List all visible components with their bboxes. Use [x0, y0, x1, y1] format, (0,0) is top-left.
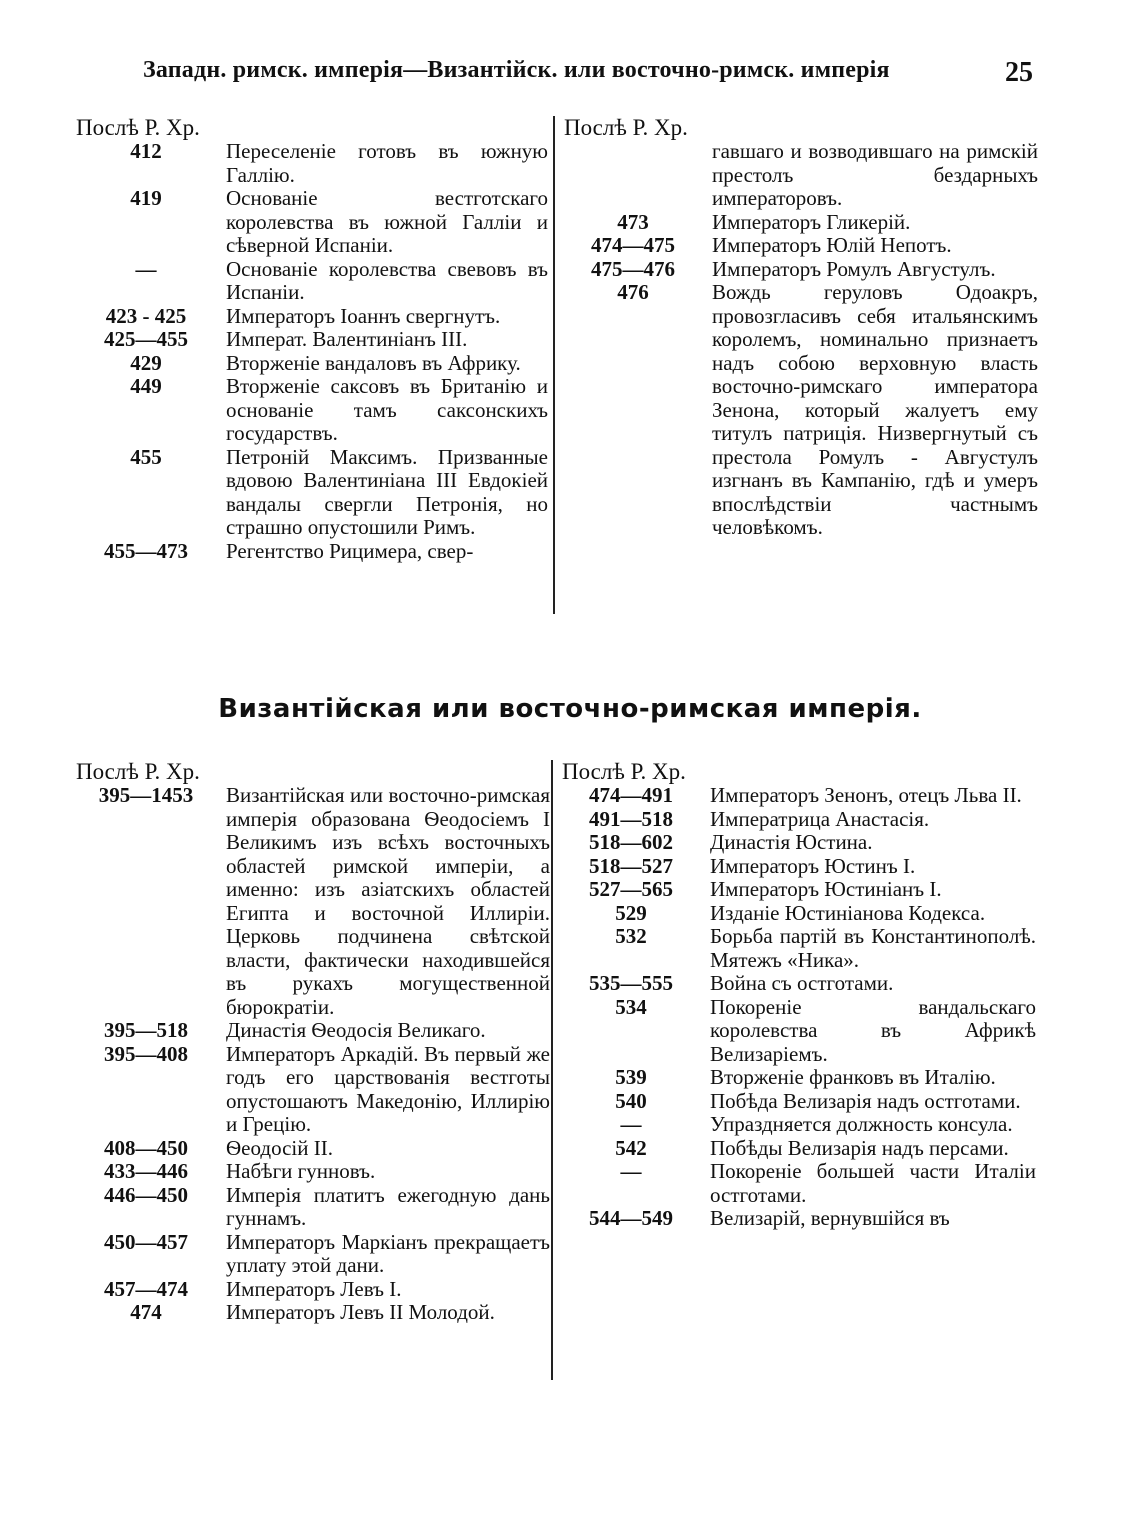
chronology-entry: [76, 446, 548, 540]
chronology-entry: [76, 352, 548, 376]
entry-year: 455: [130, 444, 162, 469]
chronology-entry: [562, 831, 1036, 855]
entry-year: 539: [615, 1065, 647, 1089]
entry-year: 395—408: [104, 1041, 188, 1066]
chronology-entry: [562, 902, 1036, 926]
entry-year: 419: [130, 186, 162, 210]
chronology-entry: [562, 1090, 1036, 1114]
chronology-entry: [76, 328, 548, 352]
entry-text: Имперія платитъ ежегодную дань гуннамъ.: [226, 1182, 550, 1230]
chronology-entry: [76, 540, 548, 564]
entry-text: Императоръ Ромулъ Августулъ.: [712, 256, 996, 281]
entry-year: 395—518: [104, 1018, 188, 1042]
chronology-entry: [562, 1160, 1036, 1207]
entry-year: 423 - 425: [105, 303, 187, 328]
entry-year: 425—455: [104, 327, 188, 351]
entry-year: 412: [130, 139, 162, 163]
entry-year: 491—518: [589, 806, 673, 831]
entry-year: 474: [130, 1300, 162, 1324]
entry-text: Основаніе королевства свевовъ въ Испаніи.: [226, 256, 548, 304]
entry-year: —: [620, 1159, 642, 1183]
entry-year: [564, 140, 702, 211]
entry-text: Велизарій, вернувшійся въ: [710, 1206, 950, 1230]
chronology-entry: [76, 140, 548, 187]
entry-text: Императоръ Гликерій.: [712, 209, 911, 234]
entry-year: 518—602: [589, 830, 673, 854]
chronology-entry: [562, 996, 1036, 1067]
entry-year: 544—549: [589, 1206, 673, 1230]
entry-text: Императоръ Іоаннъ свергнутъ.: [226, 303, 501, 328]
chronology-entry: [564, 281, 1038, 540]
column-head: Послѣ Р. Хр.: [76, 115, 200, 140]
chronology-entry: [562, 855, 1036, 879]
western-empire-right-column: [564, 116, 1038, 540]
entry-text: Императоръ Маркіанъ прекращаетъ уплату этой дани.: [226, 1229, 550, 1277]
entry-text: Вождь геруловъ Одоакръ, провозгласивъ себя итальянскимъ королемъ, номинально признаетъ надъ собою верховную власть восточно-римскаго императора Зенона, который жалуетъ ему титулъ патриція. Низвергнутый съ престола Ромулъ - Августулъ изгнанъ въ Кампанію, гдѣ и умеръ впослѣдствіи частнымъ человѣкомъ.: [712, 280, 1038, 539]
chronology-entry: [76, 1278, 550, 1302]
entry-year: 527—565: [589, 877, 673, 901]
entry-year: 455—473: [104, 538, 188, 563]
entry-year: 475—476: [591, 256, 675, 281]
entry-text: Побѣда Велизарія надъ остготами.: [710, 1088, 1021, 1113]
chronology-entry: [76, 1184, 550, 1231]
chronology-entry: [564, 140, 1038, 211]
column-head: Послѣ Р. Хр.: [562, 759, 686, 784]
chronology-entry: [562, 1137, 1036, 1161]
entry-text: Императоръ Зенонъ, отецъ Льва II.: [710, 783, 1022, 807]
chronology-entry: [564, 234, 1038, 258]
chronology-entry: [76, 305, 548, 329]
entry-year: —: [135, 256, 157, 281]
entry-text: Императоръ Юлій Непотъ.: [712, 233, 952, 257]
entry-year: 540: [615, 1088, 647, 1113]
entry-text: Императоръ Юстинъ I.: [710, 853, 916, 878]
chronology-entry: [562, 1066, 1036, 1090]
running-title: Западн. римск. имперія—Византійск. или восточно-римск. имперія: [143, 57, 890, 83]
entry-text: Вторженіе саксовъ въ Британію и основаніе тамъ саксонскихъ государствъ.: [226, 374, 548, 445]
running-header: [143, 57, 1033, 97]
entry-year: 446—450: [104, 1182, 188, 1207]
entry-year: 534: [615, 994, 647, 1019]
entry-year: 474—475: [591, 233, 675, 257]
entry-text: Вторженіе вандаловъ въ Африку.: [226, 350, 521, 375]
entry-text: гавшаго и возводившаго на римскій престолъ бездарныхъ императоровъ.: [712, 139, 1038, 210]
column-divider: [553, 116, 555, 614]
chronology-entry: [562, 784, 1036, 808]
entry-year: 457—474: [104, 1276, 188, 1301]
entry-text: Покореніе большей части Италіи остготами.: [710, 1159, 1036, 1207]
chronology-entry: [76, 1231, 550, 1278]
chronology-entry: [76, 375, 548, 446]
entry-year: 433—446: [104, 1159, 188, 1183]
western-empire-left-column: [76, 116, 548, 563]
entry-year: 529: [615, 900, 647, 925]
chronology-entry: [76, 1160, 550, 1184]
chronology-entry: [562, 878, 1036, 902]
byzantine-right-column: [562, 760, 1036, 1231]
entry-text: Регентство Рицимера, свер-: [226, 538, 474, 563]
entry-year: 518—527: [589, 853, 673, 878]
page-number: 25: [1005, 57, 1033, 88]
column-head: Послѣ Р. Хр.: [564, 115, 688, 140]
entry-text: Императоръ Левъ II Молодой.: [226, 1300, 495, 1324]
chronology-entry: [76, 1019, 550, 1043]
entry-year: 532: [615, 924, 647, 948]
entry-text: Императоръ Аркадій. Въ первый же годъ его царствованія вестготы опустошаютъ Македонію, Иллирію и Грецію.: [226, 1041, 550, 1136]
chronology-entry: [562, 1207, 1036, 1231]
entry-year: —: [620, 1112, 642, 1136]
entry-text: Война съ остготами.: [710, 971, 894, 995]
entry-year: 474—491: [589, 783, 673, 807]
entry-year: 408—450: [104, 1135, 188, 1160]
column-head: Послѣ Р. Хр.: [76, 759, 200, 784]
entry-text: Императрица Анастасія.: [710, 806, 930, 831]
chronology-entry: [76, 1043, 550, 1137]
chronology-entry: [564, 211, 1038, 235]
entry-text: Борьба партій въ Константинополѣ. Мятежъ «Ника».: [710, 924, 1036, 972]
chronology-entry: [76, 784, 550, 1019]
chronology-entry: [564, 258, 1038, 282]
chronology-entry: [562, 808, 1036, 832]
entry-text: Покореніе вандальскаго королевства въ Африкѣ Велизаріемъ.: [710, 994, 1036, 1066]
chronology-entry: [562, 1113, 1036, 1137]
entry-year: 450—457: [104, 1229, 188, 1254]
entry-year: 535—555: [589, 971, 673, 995]
entry-text: Вторженіе франковъ въ Италію.: [710, 1065, 996, 1089]
entry-text: Набѣги гунновъ.: [226, 1159, 376, 1183]
byzantine-left-column: [76, 760, 550, 1325]
entry-text: Упраздняется должность консула.: [710, 1112, 1013, 1136]
section-title: Византійская или восточно-римская имперія.: [218, 694, 922, 724]
entry-text: Императоръ Юстиніанъ I.: [710, 877, 942, 901]
chronology-entry: [562, 972, 1036, 996]
entry-text: Императоръ Левъ I.: [226, 1276, 402, 1301]
entry-year: 429: [130, 350, 162, 375]
chronology-entry: [76, 258, 548, 305]
entry-text: Династія Ѳеодосія Великаго.: [226, 1018, 486, 1042]
entry-year: 395—1453: [98, 783, 194, 807]
entry-year: 449: [130, 374, 162, 398]
entry-text: Византійская или восточно-римская имперія образована Ѳеодосіемъ I Великимъ изъ всѣхъ восточныхъ областей римской имперіи, а именно: изъ азіатскихъ областей Египта и восточной Иллиріи. Церковь подчинена свѣтской власти, фактически находившейся въ рукахъ могущественной бюрократіи.: [226, 783, 550, 1019]
entry-text: Петроній Максимъ. Призванные вдовою Валентиніана III Евдокіей вандалы свергли Петронія, но страшно опустошили Римъ.: [226, 444, 548, 539]
column-divider: [551, 760, 553, 1380]
entry-text: Переселеніе готовъ въ южную Галлію.: [226, 139, 548, 187]
entry-year: 476: [617, 280, 649, 304]
entry-text: Основаніе вестготскаго королевства въ южной Галліи и сѣверной Испаніи.: [226, 186, 548, 257]
entry-text: Ѳеодосій II.: [226, 1135, 333, 1160]
chronology-entry: [76, 1301, 550, 1325]
entry-text: Побѣды Велизарія надъ персами.: [710, 1135, 1009, 1160]
entry-text: Изданіе Юстиніанова Кодекса.: [710, 900, 986, 925]
entry-year: 542: [615, 1135, 647, 1160]
chronology-entry: [76, 1137, 550, 1161]
chronology-entry: [76, 187, 548, 258]
entry-year: 473: [617, 209, 649, 234]
chronology-entry: [562, 925, 1036, 972]
entry-text: Династія Юстина.: [710, 830, 873, 854]
entry-text: Императ. Валентиніанъ III.: [226, 327, 468, 351]
